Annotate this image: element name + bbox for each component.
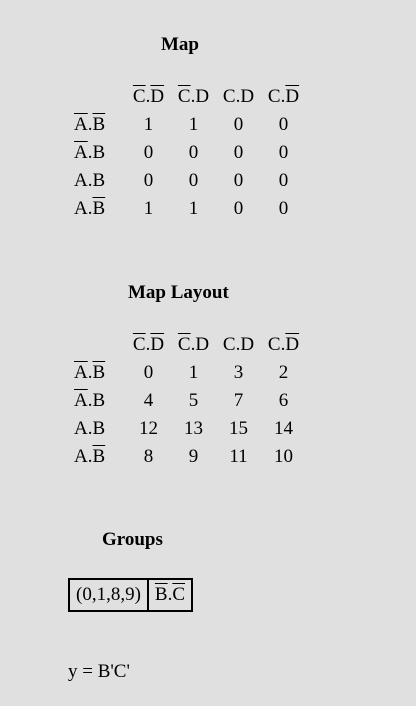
variable-a: A — [74, 418, 88, 439]
result-expression: y = B'C' — [68, 661, 130, 682]
layout-cell: 10 — [274, 446, 293, 467]
map-cell: 0 — [278, 198, 289, 219]
layout-cell: 2 — [278, 362, 289, 383]
layout-cell: 14 — [274, 418, 293, 439]
layout-row-dot: . — [87, 362, 93, 383]
layout-col-header — [171, 331, 216, 359]
variable-a-bar: $\overline{A}$ — [74, 362, 88, 383]
variable-c-bar: $\overline{C}$ — [177, 334, 191, 355]
variable-c: C — [267, 86, 281, 107]
layout-cell: 12 — [139, 418, 158, 439]
variable-d: D — [195, 334, 210, 355]
map-col-header — [261, 83, 306, 111]
layout-col-header — [261, 331, 306, 359]
map-col-header — [216, 83, 261, 111]
layout-cell: 8 — [143, 446, 154, 467]
map-layout-table — [70, 331, 306, 471]
map-cell: 1 — [143, 198, 154, 219]
map-row — [70, 167, 306, 195]
map-row — [70, 139, 306, 167]
variable-b-bar: $\overline{B}$ — [92, 198, 106, 219]
map-row-header — [70, 139, 126, 167]
variable-d: D — [240, 86, 255, 107]
layout-col-header — [126, 331, 171, 359]
variable-b: B — [92, 390, 106, 411]
layout-cell: 5 — [188, 390, 199, 411]
map-row-dot: . — [87, 142, 93, 163]
map-col-dot: . — [280, 86, 286, 107]
map-cell: 0 — [278, 142, 289, 163]
map-cell: 0 — [188, 170, 199, 191]
variable-a: A — [74, 446, 88, 467]
layout-col-dot: . — [190, 334, 196, 355]
map-cell: 0 — [233, 142, 244, 163]
layout-row — [70, 387, 306, 415]
variable-c-bar: $\overline{C}$ — [132, 334, 146, 355]
map-row-dot: . — [87, 198, 93, 219]
layout-row-header — [70, 443, 126, 471]
layout-row-header — [70, 415, 126, 443]
map-cell: 0 — [278, 170, 289, 191]
map-cell: 0 — [278, 114, 289, 135]
map-cell: 0 — [233, 170, 244, 191]
map-row-dot: . — [87, 170, 93, 191]
layout-row-dot: . — [87, 390, 93, 411]
variable-a-bar: $\overline{A}$ — [74, 390, 88, 411]
map-cell: 1 — [188, 114, 199, 135]
map-cell: 1 — [143, 114, 154, 135]
variable-d-bar: $\overline{D}$ — [285, 86, 300, 107]
karnaugh-map — [70, 83, 306, 223]
layout-col-dot: . — [280, 334, 286, 355]
layout-cell: 15 — [229, 418, 248, 439]
layout-corner — [70, 331, 126, 359]
layout-cell: 6 — [278, 390, 289, 411]
layout-row — [70, 359, 306, 387]
layout-row — [70, 443, 306, 471]
map-cell: 0 — [143, 142, 154, 163]
variable-c: C — [222, 86, 236, 107]
layout-col-dot: . — [235, 334, 241, 355]
map-col-dot: . — [145, 86, 151, 107]
map-cell: 0 — [233, 198, 244, 219]
layout-header-row — [70, 331, 306, 359]
map-row-header — [70, 111, 126, 139]
variable-c-bar: $\overline{C}$ — [132, 86, 146, 107]
group-term-part: . — [167, 584, 173, 605]
map-header-row — [70, 83, 306, 111]
map-cell: 1 — [188, 198, 199, 219]
layout-cell: 13 — [184, 418, 203, 439]
variable-d-bar: $\overline{D}$ — [150, 334, 165, 355]
layout-row-dot: . — [87, 418, 93, 439]
variable-a: A — [74, 198, 88, 219]
map-cell: 0 — [188, 142, 199, 163]
layout-row — [70, 415, 306, 443]
layout-cell: 7 — [233, 390, 244, 411]
variable-d-bar: $\overline{D}$ — [150, 86, 165, 107]
groups-title: Groups — [102, 529, 163, 550]
layout-cell: 9 — [188, 446, 199, 467]
variable-d-bar: $\overline{D}$ — [285, 334, 300, 355]
variable-a-bar: $\overline{A}$ — [74, 142, 88, 163]
map-row — [70, 111, 306, 139]
variable-b-bar: $\overline{B}$ — [92, 114, 106, 135]
layout-cell: 3 — [233, 362, 244, 383]
map-col-dot: . — [190, 86, 196, 107]
layout-row-header — [70, 359, 126, 387]
variable-a: A — [74, 170, 88, 191]
variable-c-bar: $\overline{C}$ — [177, 86, 191, 107]
variable-c: C — [267, 334, 281, 355]
group-minterms: (0,1,8,9) — [69, 579, 148, 611]
layout-cell: 11 — [229, 446, 248, 467]
group-term — [148, 579, 192, 611]
map-row — [70, 195, 306, 223]
map-row-header — [70, 195, 126, 223]
variable-b: B — [92, 170, 106, 191]
group-term-part: $\overline{B}$ — [154, 584, 168, 605]
variable-d: D — [195, 86, 210, 107]
variable-b-bar: $\overline{B}$ — [92, 362, 106, 383]
layout-row-header — [70, 387, 126, 415]
variable-b-bar: $\overline{B}$ — [92, 446, 106, 467]
map-col-header — [126, 83, 171, 111]
map-corner — [70, 83, 126, 111]
map-title: Map — [161, 34, 199, 55]
layout-cell: 1 — [188, 362, 199, 383]
variable-b: B — [92, 142, 106, 163]
variable-d: D — [240, 334, 255, 355]
map-layout-title: Map Layout — [128, 282, 229, 303]
map-cell: 0 — [143, 170, 154, 191]
map-cell: 0 — [233, 114, 244, 135]
layout-col-header — [216, 331, 261, 359]
layout-row-dot: . — [87, 446, 93, 467]
group-term-part: $\overline{C}$ — [172, 584, 186, 605]
variable-c: C — [222, 334, 236, 355]
layout-cell: 4 — [143, 390, 154, 411]
map-row-header — [70, 167, 126, 195]
groups-table — [68, 578, 193, 612]
variable-a-bar: $\overline{A}$ — [74, 114, 88, 135]
map-col-dot: . — [235, 86, 241, 107]
group-row — [69, 579, 192, 611]
map-row-dot: . — [87, 114, 93, 135]
variable-b: B — [92, 418, 106, 439]
layout-cell: 0 — [143, 362, 154, 383]
layout-col-dot: . — [145, 334, 151, 355]
map-col-header — [171, 83, 216, 111]
